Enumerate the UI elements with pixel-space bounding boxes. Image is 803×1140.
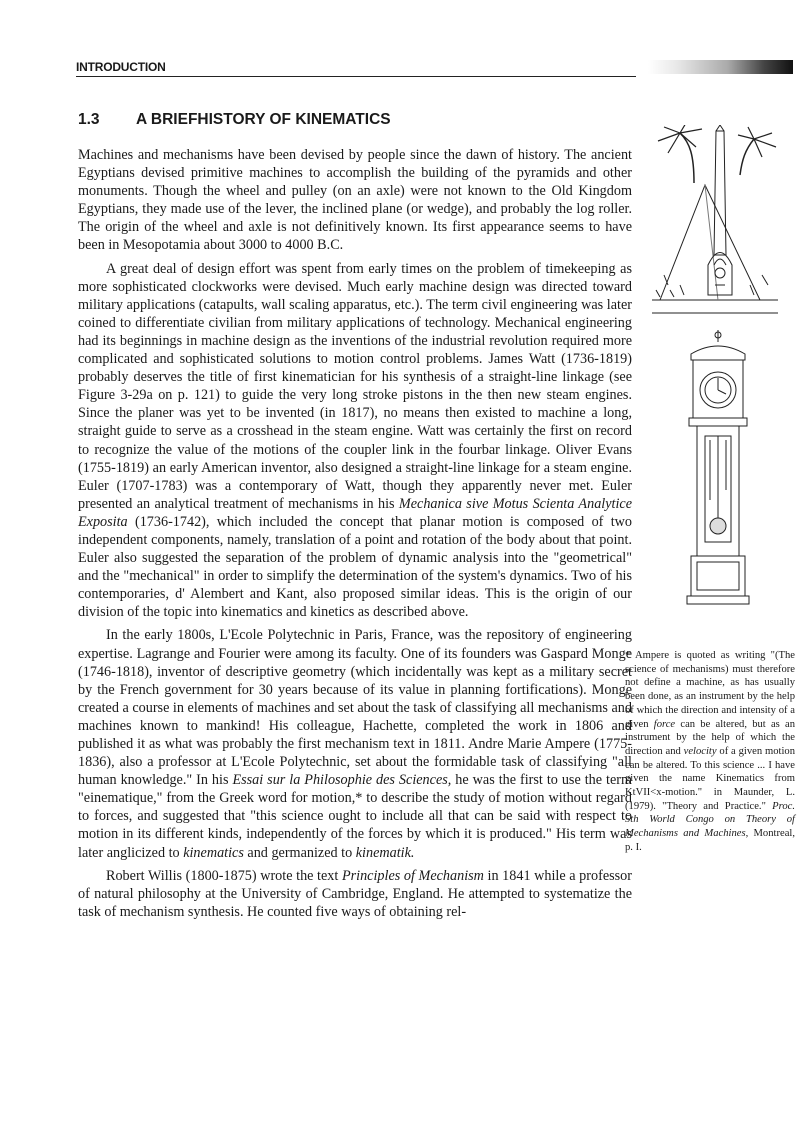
term-kinematik: kinematik. [355, 844, 415, 861]
book-title-mechanica: Mechanica sive Motus Scienta Analytice Exposita [78, 495, 632, 530]
paragraph-1: Machines and mechanisms have been devised by people since the dawn of history. The ancient Egyptians devised primitive machines to accomplish the building of the pyramids and other monuments. Though the wheel and pulley (on an axle) were not known to the Old Kingdom Egyptians, they made use of the lever, the inclined plane (or wedge), and probably the log roller. The origin of the wheel and axle is not definitively known. Its first appearance seems to have been in Mesopotamia about 3000 to 4000 B.C. [78, 147, 632, 254]
paragraph-3-part-a: In the early 1800s, L'Ecole Polytechnic in Paris, France, was the repository of engineering expertise. Lagrange and Fourier were among its faculty. One of its founders was Gaspard Monge (1746-1818), inventor of descriptive geometry (which incidentally was kept as a military secret by the French government for 30 years because of its value in planning fortifications). Monge created a course in elements of machines and set about the task of classifying all mechanisms and machines known to mankind! His colleague, Hachette, completed the work in 1806 and published it as what was probably the first mechanism text in 1811. Andre Marie Ampere (1775-1836), also a professor at L'Ecole Polytechnic, set about the formidable task of classifying "all human knowledge." In his [78, 627, 632, 789]
footnote-ampere [625, 649, 795, 855]
paragraph-4 [78, 867, 632, 921]
footnote-part-b: can be altered, but as an instrument by the help of which the direction and [625, 718, 795, 757]
egypt-pyramid-illustration [650, 125, 780, 315]
body-text [78, 146, 632, 926]
paragraph-2-part-b: (1736-1742), which included the concept that planar motion is composed of two independent components, namely, translation of a point and rotation of the body about that point. Euler also suggested the separation of the problem of dynamic analysis into the "geometrical" and the "mechanical" in order to simplify the determination of the system's dynamics. Two of his contemporaries, d' Alembert and Kant, also proposed similar ideas. This is the origin of our division of the topic into kinematics and kinetics as described above. [78, 513, 632, 621]
paragraph-2-part-a: A great deal of design effort was spent from early times on the problem of timekeeping as more sophisticated clockworks were devised. Much early machine design was directed toward military applications (catapults, wall scaling apparatus, etc.). The term civil engineering was later coined to differentiate civilian from military applications of technology. Mechanical engineering had its beginnings in machine design as the inventions of the industrial revolution required more complicated and sophisticated solutions to motion control problems. James Watt (1736-1819) probably deserves the title of first kinematician for his synthesis of a straight-line linkage (see Figure 3-29a on p. 121) to guide the very long stroke pistons in the then new steam engines. Since the planer was yet to be invented (in 1817), no means then existed to machine a long, straight guide to serve as a crosshead in the steam engine. Watt was certainly the first on record to recognize the value of the motions of the coupler link in the fourbar linkage. Oliver Evans (1755-1819) an early American inventor, also designed a straight-line linkage for a steam engine. Euler (1707-1783) was a contemporary of Watt, though they apparently never met. Euler presented an analytical treatment of mechanisms in his [78, 260, 632, 512]
paragraph-2 [78, 260, 632, 622]
header-gradient-band [648, 60, 793, 74]
book-title-principles: Principles of Mechanism [341, 867, 484, 884]
section-title-text: A BRIEFHISTORY OF KINEMATICS [136, 111, 391, 128]
paragraph-3 [78, 626, 632, 861]
footnote-force: force [653, 718, 676, 730]
term-kinematics: kinematics [183, 844, 244, 861]
paragraph-4-part-a: Robert Willis (1800-1875) wrote the text [106, 867, 342, 884]
footnote-part-c: of a given motion can be altered. To this science ... I have given the name Kinematics from KtVII<x-motion." in Maunder, L. (1979). "Theory and Practice." [625, 745, 795, 812]
footnote-part-d: Montreal, p. I. [625, 828, 795, 853]
footnote-proceedings: Proc. 5th World Congo on Theory of Mechanisms and Machines, [625, 800, 795, 840]
footnote-part-a: * Ampere is quoted as writing "(The science of mechanisms) must therefore not define a machine, as has usually been done, as an instrument by the help of which the direction and intensity of a given [625, 650, 795, 730]
section-title [78, 111, 391, 129]
paragraph-4-part-b: in 1841 while a professor of natural philosophy at the University of Cambridge, England. He attempted to systematize the task of mechanism synthesis. He counted five ways of obtaining rel- [78, 867, 632, 920]
running-header-label: INTRODUCTION [76, 60, 166, 74]
paragraph-3-part-b: he was the first to use the term "einematique," from the Greek word for motion,* to describe the study of motion without regard to forces, and suggested that "this science ought to include all that can be said with respect to motion in its different kinds, independently of the forces by which it is produced." His term was later anglicized to [78, 772, 633, 861]
grandfather-clock-illustration [683, 330, 753, 605]
section-number: 1.3 [78, 111, 100, 128]
book-title-essai: Essai sur la Philosophie des Sciences, [232, 772, 452, 789]
running-header [76, 58, 636, 77]
paragraph-3-part-c: and germanized to [243, 844, 356, 861]
footnote-velocity: velocity [683, 745, 717, 757]
